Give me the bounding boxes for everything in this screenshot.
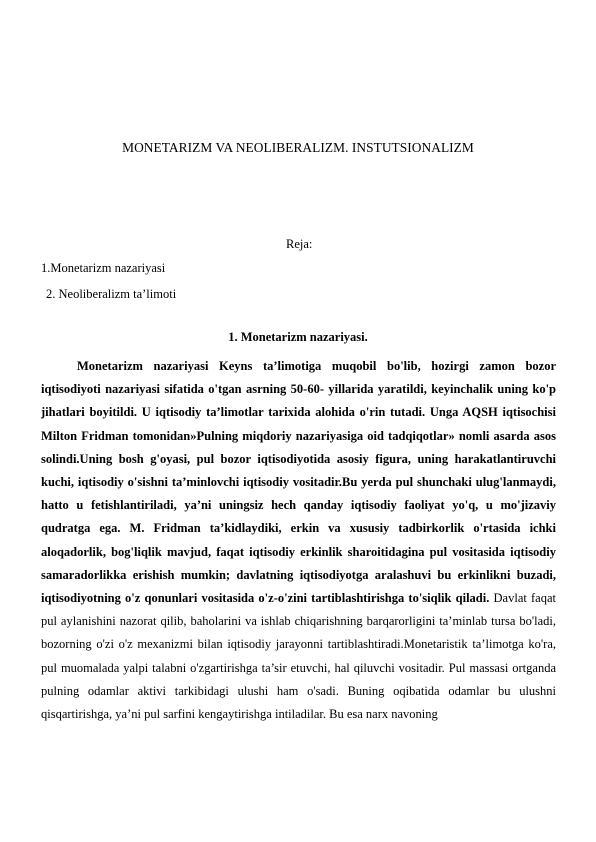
plan-item-1: 1.Monetarizm nazariyasi [41, 261, 166, 275]
paragraph-regular-text: Davlat faqat pul aylanishini nazorat qilib, baholarini va ishlab chiqarishning barqarorligini ta’minlab tursa bo'ladi, bozorning o'zi o'z mexanizmi bilan iqtisodiy jarayonni tartiblashtiradi.Monetaristik ta’limotga ko'ra, pul muomalada yalpi talabni o'zgartirishga ta’sir etuvchi, hal qiluvchi vositadir. Pul massasi ortganda pulning odamlar aktivi tarkibidagi ulushi ham o'sadi. Buning oqibatida odamlar bu ulushni qisqartirishga, ya’ni pul sarfini kengaytirishga intiladilar. Bu esa narx navoning [41, 591, 556, 722]
plan-label: Reja: [286, 237, 313, 251]
section-heading: 1. Monetarizm nazariyasi. [228, 330, 368, 344]
document-title: MONETARIZM VA NEOLIBERALIZM. INSTUTSIONALIZM [122, 140, 474, 155]
paragraph-bold-text: Monetarizm nazariyasi Keyns ta’limotiga muqobil bo'lib, hozirgi zamon bozor iqtisodiyoti nazariyasi sifatida o'tgan asrning 50-60- yillarida yaratildi, keyinchalik uning ko'p jihatlari boyitildi. U iqtisodiy ta’limotlar tarixida alohida o'rin tutadi. Unga AQSH iqtisochisi Milton Fridman tomonidan»Pulning miqdoriy nazariyasiga oid tadqiqotlar» nomli asarda asos solindi.Uning bosh g'oyasi, pul bozor iqtisodiyotida asosiy figura, uning harakatlantiruvchi kuchi, iqtisodiy o'sishni ta’minlovchi iqtisodiy vositadir.Bu yerda pul shunchaki ulug'lanmaydi, hatto u fetishlantiriladi, ya’ni uningsiz hech qanday iqtisodiy faoliyat yo'q, u mo'jizaviy qudratga ega. M. Fridman ta’kidlaydiki, erkin va xususiy tadbirkorlik o'rtasida ichki aloqadorlik, bog'liqlik mavjud, faqat iqtisodiy erkinlik sharoitidagina pul vositasida iqtisodiy samaradorlikka erishish mumkin; davlatning iqtisodiyotga aralashuvi bu erkinlikni buzadi, iqtisodiyotning o'z qonunlari vositasida o'z-o'zini tartiblashtirishga to'siqlik qiladi. [41, 359, 556, 606]
plan-item-2: 2. Neoliberalizm ta’limoti [46, 287, 177, 301]
body-paragraph [41, 355, 556, 726]
